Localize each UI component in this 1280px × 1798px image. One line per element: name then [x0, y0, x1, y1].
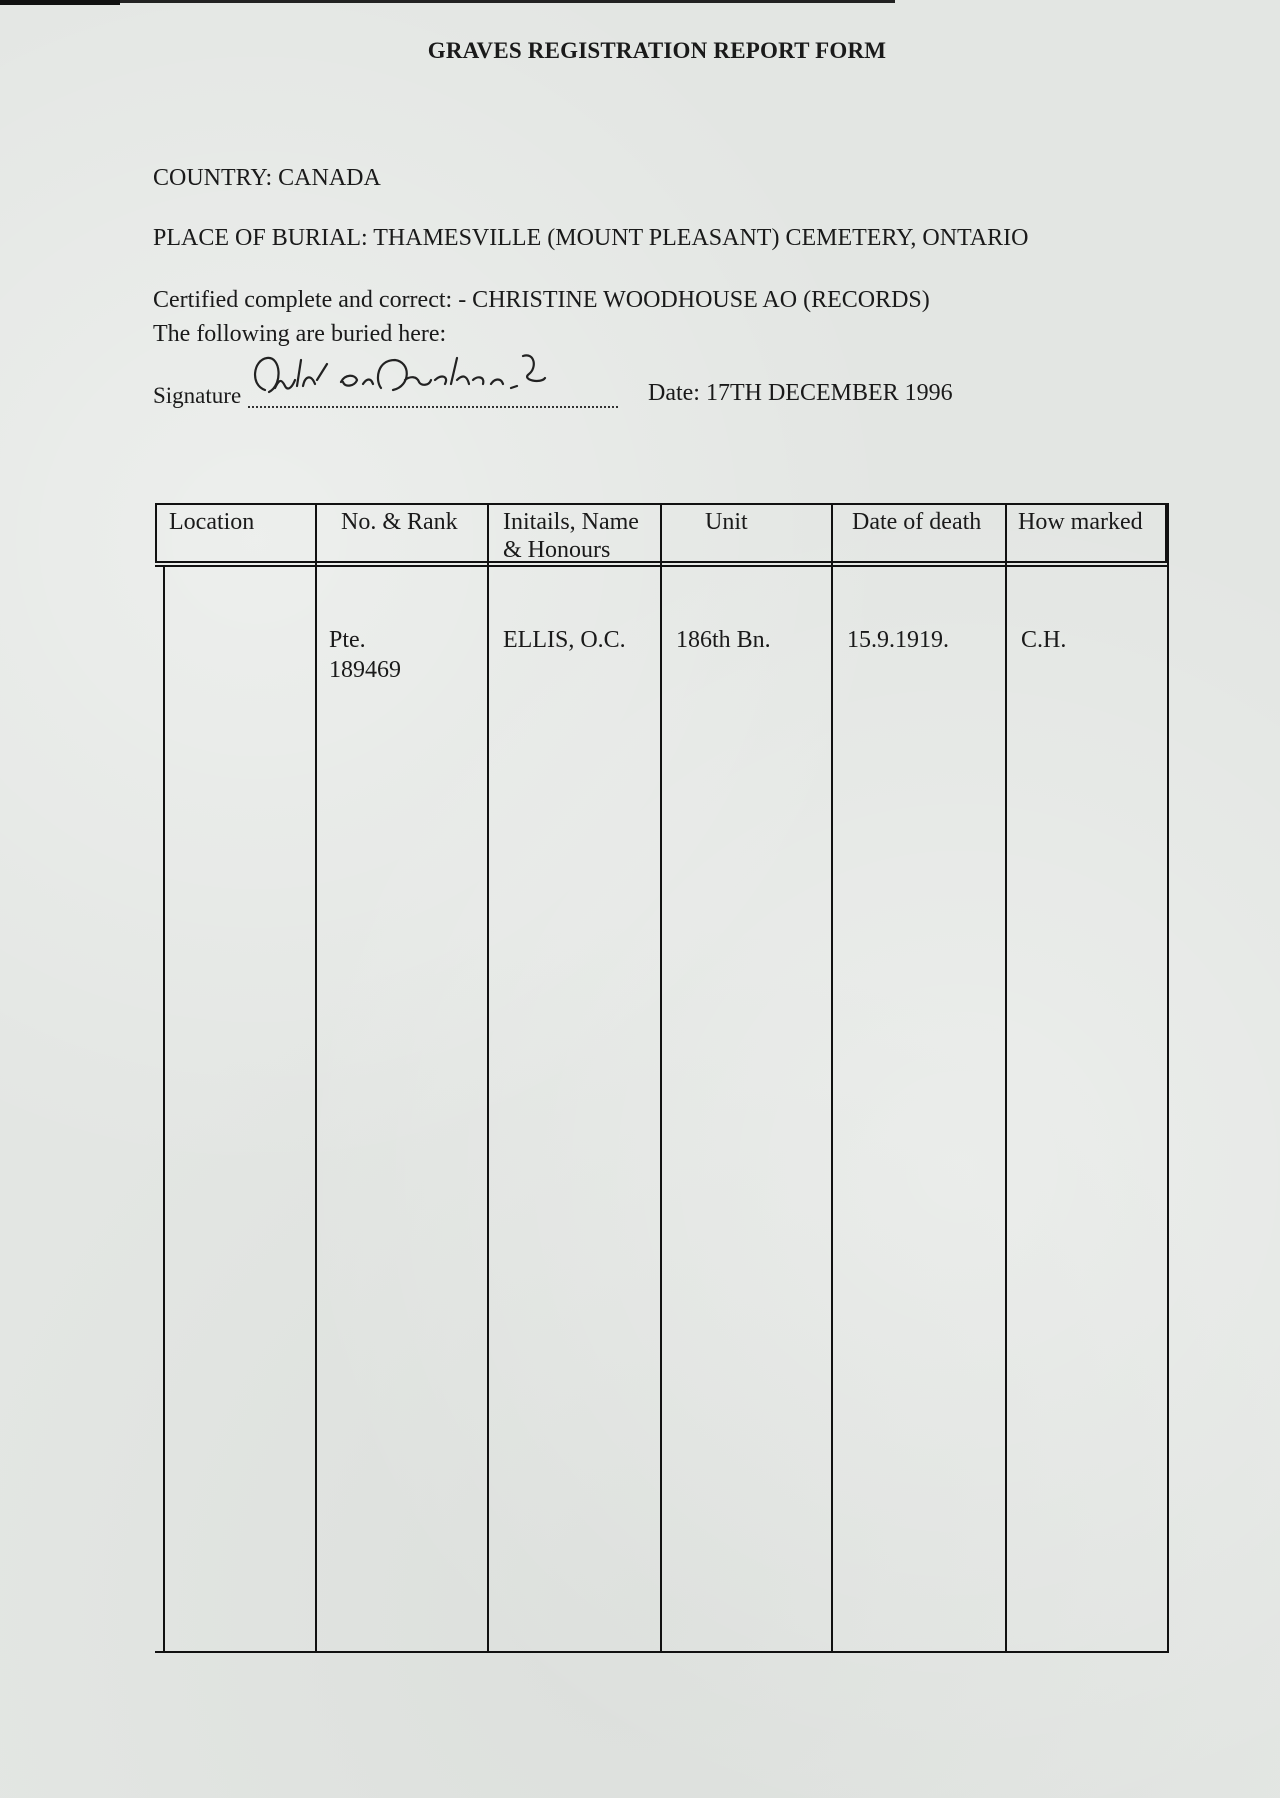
header-location: Location: [169, 509, 255, 535]
signature-label: Signature: [153, 383, 242, 408]
row-number: 189469: [329, 657, 401, 683]
column-divider: [487, 503, 489, 1651]
header-date-of-death: Date of death: [852, 509, 982, 535]
row-date-of-death: 15.9.1919.: [847, 627, 949, 653]
country-line: COUNTRY: CANADA: [153, 165, 381, 191]
column-divider: [831, 503, 833, 1651]
certified-line: Certified complete and correct: - CHRISTINE WOODHOUSE AO (RECORDS): [153, 287, 930, 313]
header-name-line1: Initails, Name: [503, 509, 639, 535]
table-left-border: [163, 567, 165, 1653]
column-divider: [315, 503, 317, 1651]
date-line: Date: 17TH DECEMBER 1996: [648, 380, 953, 406]
burial-table: [155, 503, 1169, 1653]
header-how-marked: How marked: [1018, 509, 1143, 535]
scan-edge-mark: [0, 0, 895, 3]
following-line: The following are buried here:: [153, 321, 447, 347]
scan-corner-mark: [0, 0, 120, 5]
column-divider: [1005, 503, 1007, 1651]
row-rank: Pte.: [329, 627, 366, 653]
row-unit: 186th Bn.: [676, 627, 771, 653]
header-no-rank: No. & Rank: [341, 509, 458, 535]
header-name-line2: & Honours: [503, 537, 611, 563]
place-of-burial-line: PLACE OF BURIAL: THAMESVILLE (MOUNT PLEASANT) CEMETERY, ONTARIO: [153, 225, 1029, 251]
form-title: GRAVES REGISTRATION REPORT FORM: [427, 38, 887, 63]
header-unit: Unit: [705, 509, 748, 535]
row-name: ELLIS, O.C.: [503, 627, 626, 653]
column-divider: [660, 503, 662, 1651]
handwritten-signature: [245, 350, 625, 410]
row-how-marked: C.H.: [1021, 627, 1067, 653]
